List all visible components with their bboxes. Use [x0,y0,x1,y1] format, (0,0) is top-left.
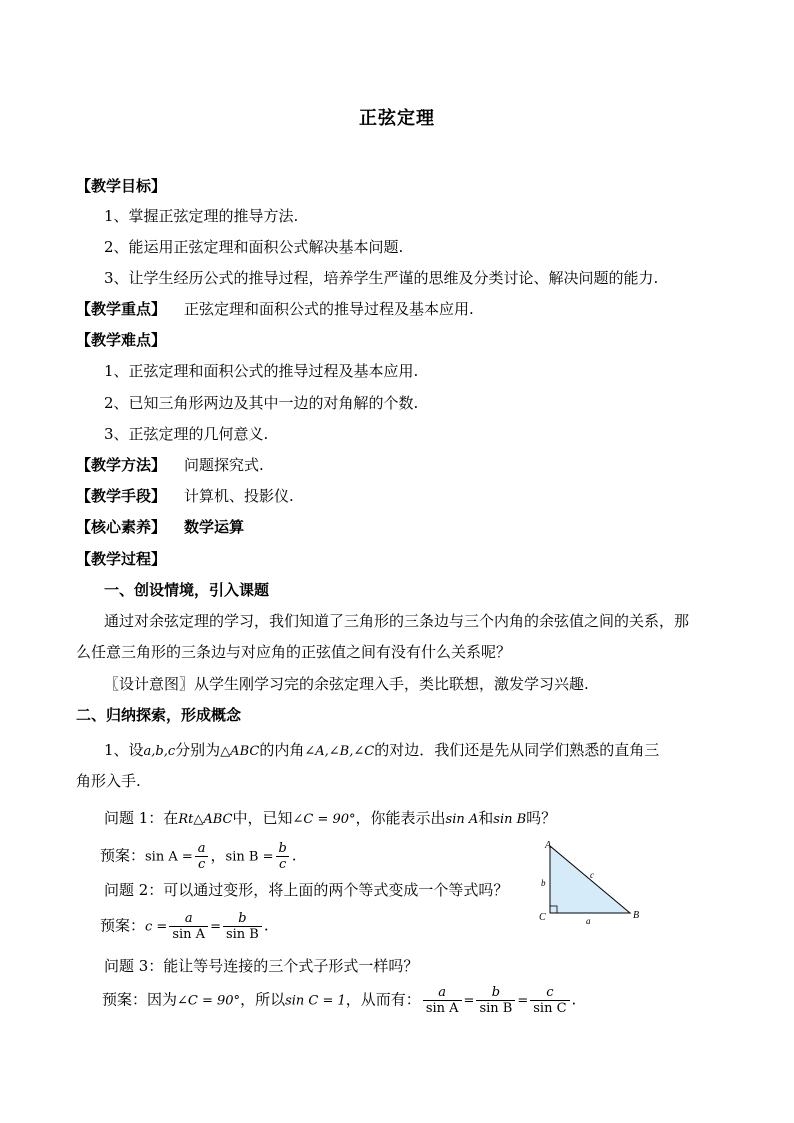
text-span: 分别为 [175,741,221,759]
difficulty-item: 1、正弦定理和面积公式的推导过程及基本应用. [104,362,419,380]
side-label-c: c [590,870,594,880]
math-triangle: △ABC [220,744,260,759]
text-span: 中，已知 [232,809,293,827]
paragraph-1-line-2: 角形入手. [76,772,141,790]
text-span: 预案：因为 [102,990,178,1009]
text-span: 的对边．我们还是先从同学们熟悉的直角三 [374,741,660,759]
process-heading: 【教学过程】 [76,550,167,568]
text-span: . [263,916,269,935]
literacy-text: 数学运算 [184,518,245,536]
section-2-heading: 二、归纳探索，形成概念 [76,706,242,724]
paragraph-1-line-1 [104,739,659,763]
math-sin-c: sin C = 1 [285,993,346,1009]
difficulty-item: 3、正弦定理的几何意义. [104,425,269,443]
fraction-b-over-sinB [223,911,262,942]
fraction-a-over-sinA [423,985,462,1016]
fraction-denominator: sin A [169,926,208,942]
text-span: 问题 1：在 [104,809,179,827]
fraction-denominator: c [276,856,289,872]
answer-2 [100,911,269,942]
question-1 [104,807,556,831]
difficulty-item: 2、已知三角形两边及其中一边的对角解的个数. [104,394,419,412]
literacy-heading: 【核心素养】 [76,518,167,536]
math-triangle: Rt△ABC [178,812,233,827]
math-sin-b-eq: sin B = [225,849,274,865]
fraction-b-over-sinB [476,985,515,1016]
text-span: ，所以 [240,990,286,1009]
fraction-denominator: sin B [476,1000,515,1016]
vertex-label-a: A [545,840,552,851]
fraction-numerator: a [197,841,206,856]
question-3: 问题 3：能让等号连接的三个式子形式一样吗？ [104,957,419,975]
equals-sign: = [463,993,475,1009]
answer-label: 预案： [100,916,146,935]
text-span: ，从而有： [345,990,421,1009]
vertex-label-c: C [539,912,546,923]
math-sin-a: sin A [445,812,479,827]
math-c-eq: c = [145,919,168,935]
fraction-numerator: b [278,841,287,856]
objectives-heading: 【教学目标】 [76,177,167,195]
answer-label: 预案： [100,846,146,865]
fraction-numerator: a [184,911,193,926]
equals-sign: = [517,993,529,1009]
method-row [76,454,264,476]
difficulty-heading: 【教学难点】 [76,331,167,349]
fraction-numerator: a [438,985,447,1000]
math-sin-a-eq: sin A = [145,849,193,865]
method-heading: 【教学方法】 [76,456,167,474]
text-span: 1、设 [104,741,144,759]
text-span: 的内角 [259,741,305,759]
math-vars: a,b,c [143,744,176,759]
text-span: 和 [478,809,494,827]
fraction-c-over-sinC [530,985,569,1016]
design-intent: 〖设计意图〗从学生刚学习完的余弦定理入手，类比联想，激发学习兴趣. [104,675,589,693]
fraction-numerator: b [491,985,501,1000]
means-heading: 【教学手段】 [76,487,167,505]
side-label-b: b [541,878,546,888]
side-label-a: a [586,916,591,926]
fraction-numerator: c [546,985,554,1000]
answer-3 [102,985,576,1016]
intro-line-2: 么任意三角形的三条边与对应角的正弦值之间有没有什么关系呢？ [76,643,512,661]
means-row [76,485,294,507]
text-span: . [291,846,297,865]
answer-1 [100,841,297,872]
objective-item: 1、掌握正弦定理的推导方法. [104,207,299,225]
text-span: ，你能表示出 [355,809,446,827]
math-condition: ∠C = 90° [177,993,241,1009]
text-span: ， [210,846,226,865]
math-angles: ∠A,∠B,∠C [304,744,375,759]
objective-item: 3、让学生经历公式的推导过程，培养学生严谨的思维及分类讨论、解决问题的能力. [104,269,659,287]
fraction-b-over-c [275,841,289,872]
method-text: 问题探究式. [184,456,264,474]
intro-line-1: 通过对余弦定理的学习，我们知道了三角形的三条边与三个内角的余弦值之间的关系，那 [104,612,690,630]
question-2: 问题 2：可以通过变形，将上面的两个等式变成一个等式吗？ [104,881,509,899]
vertex-label-b: B [633,910,640,921]
key-point-heading: 【教学重点】 [76,300,167,318]
math-sin-b: sin B [493,812,527,827]
fraction-a-over-c [195,841,209,872]
equals-sign: = [210,919,221,935]
fraction-numerator: b [238,911,247,926]
fraction-denominator: sin B [223,926,262,942]
fraction-a-over-sinA [169,911,208,942]
right-triangle-figure [528,832,648,928]
objective-item: 2、能运用正弦定理和面积公式解决基本问题. [104,238,404,256]
text-span: . [571,990,577,1009]
literacy-row [76,516,244,538]
means-text: 计算机、投影仪. [184,487,294,505]
key-point-row [76,298,474,320]
fraction-denominator: c [195,856,208,872]
section-1-heading: 一、创设情境，引入课题 [104,581,270,599]
math-condition: ∠C = 90° [292,812,356,827]
fraction-denominator: sin C [530,1000,569,1016]
text-span: 吗？ [526,809,557,827]
key-point-text: 正弦定理和面积公式的推导过程及基本应用. [184,300,474,318]
page-title: 正弦定理 [359,108,435,129]
fraction-denominator: sin A [423,1000,462,1016]
